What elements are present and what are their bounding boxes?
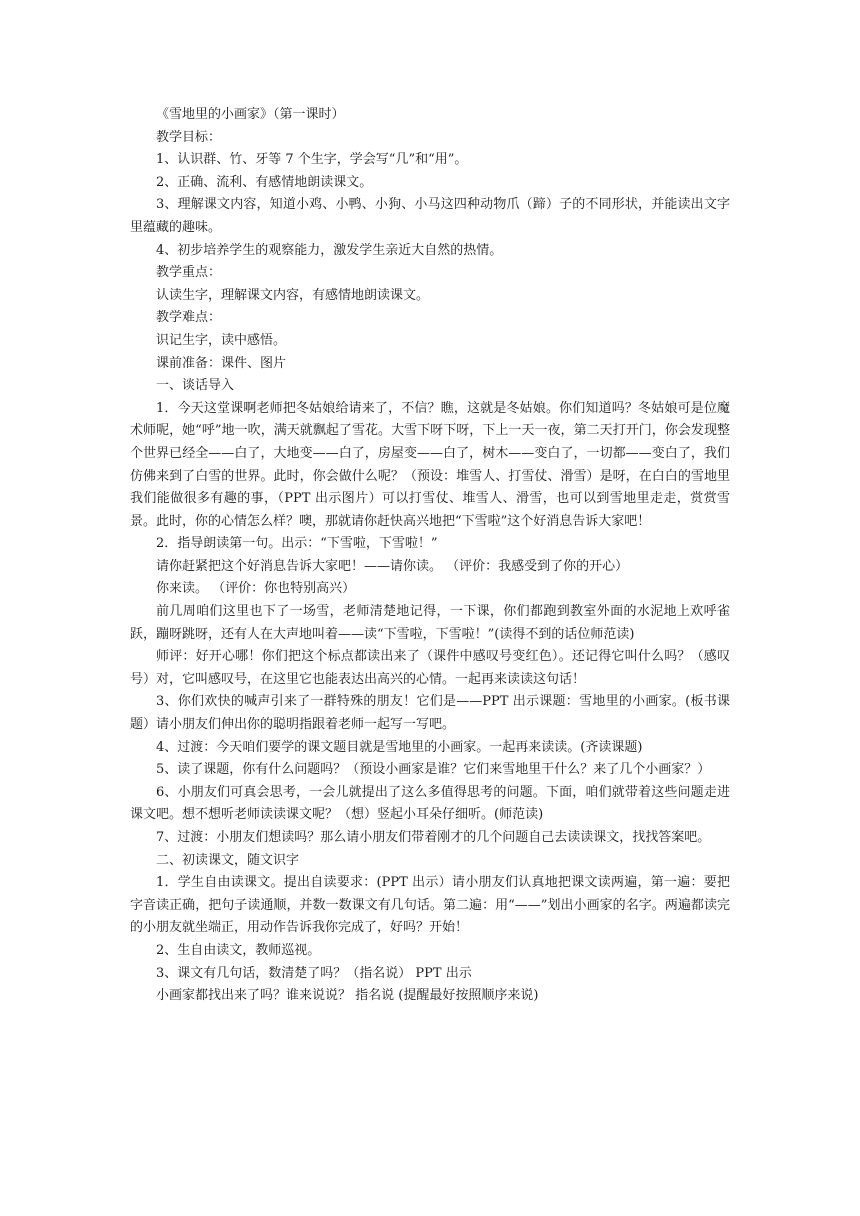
paragraph: 6、小朋友们可真会思考，一会儿就提出了这么多值得思考的问题。下面，咱们就带着这些问题走进课文吧。想不想听老师读读课文呢？（想）竖起小耳朵仔细听。(师范读)	[130, 784, 730, 823]
paragraph: 2．指导朗读第一句。出示：“下雪啦，下雪啦！”	[156, 536, 438, 552]
paragraph: 课前准备：课件、图片	[156, 355, 287, 371]
paragraph: 3、理解课文内容，知道小鸡、小鸭、小狗、小马这四种动物爪（蹄）子的不同形状，并能读出文字里蕴藏的趣味。	[130, 197, 730, 235]
paragraph: 师评：好开心哪！你们把这个标点都读出来了（课件中感叹号变红色）。还记得它叫什么吗？（感叹号）对，它叫感叹号，在这里它也能表达出高兴的心情。一起再来读读这句话！	[130, 649, 730, 687]
paragraph: 7、过渡：小朋友们想读吗？那么请小朋友们带着刚才的几个问题自己去读读课文，找找答案吧。	[156, 830, 711, 845]
paragraph: 3、你们欢快的喊声引来了一群特殊的朋友！它们是——PPT 出示课题：雪地里的小画家。(板书课题）请小朋友们伸出你的聪明指跟着老师一起写一写吧。	[130, 694, 730, 733]
paragraph: 一、谈话导入	[156, 378, 235, 394]
paragraph: 4、初步培养学生的观察能力，激发学生亲近大自然的热情。	[156, 242, 503, 258]
paragraph: 教学难点：	[156, 310, 222, 326]
paragraph: 2、生自由读文，教师巡视。	[156, 942, 321, 958]
paragraph: 教学目标：	[156, 129, 222, 145]
document-page	[130, 104, 730, 1008]
paragraph: 1．今天这堂课啊老师把冬姑娘给请来了，不信？瞧，这就是冬姑娘。你们知道吗？冬姑娘可是位魔术师呢，她“呼”地一吹，满天就飘起了雪花。大雪下呀下呀，下上一天一夜，第二天打开门，你会发现整个世界已经全——白了，大地变——白了，房屋变——白了，树木——变白了，一切都——变白了，我们仿佛来到了白雪的世界。此时，你会做什么呢？（预设：堆雪人、打雪仗、滑雪）是呀，在白白的雪地里我们能做很多有趣的事，（PPT 出示图片）可以打雪仗、堆雪人、滑雪，也可以到雪地里走走，赏赏雪景。此时，你的心情怎么样？噢，那就请你赶快高兴地把“下雪啦”这个好消息告诉大家吧！	[130, 400, 730, 529]
paragraph: 1、认识群、竹、牙等 7 个生字，学会写“几”和“用”。	[156, 152, 468, 168]
paragraph: 3、课文有几句话，数清楚了吗？（指名说） PPT 出示	[156, 965, 472, 981]
paragraph: 2、正确、流利、有感情地朗读课文。	[156, 174, 373, 190]
paragraph: 教学重点：	[156, 265, 222, 281]
paragraph: 4、过渡：今天咱们要学的课文题目就是雪地里的小画家。一起再来读读。(齐读课题)	[156, 739, 643, 755]
paragraph: 你来读。 （评价：你也特别高兴）	[156, 581, 356, 597]
paragraph: 前几周咱们这里也下了一场雪，老师清楚地记得，一下课，你们都跑到教室外面的水泥地上欢呼雀跃，蹦呀跳呀，还有人在大声地叫着——读“下雪啦，下雪啦！”(读得不到的话位师范读)	[130, 604, 730, 642]
paragraph: 1．学生自由读课文。提出自读要求：(PPT 出示）请小朋友们认真地把课文读两遍，第一遍：要把字音读正确，把句子读通顺，并数一数课文有几句话。第二遍：用“——”划出小画家的名字。两遍都读完的小朋友就坐端正，用动作告诉我你完成了，好吗？开始！	[130, 875, 730, 936]
paragraph: 请你赶紧把这个好消息告诉大家吧！——请你读。 （评价：我感受到了你的开心）	[156, 558, 629, 574]
paragraph: 5、读了课题，你有什么问题吗？（预设小画家是谁？它们来雪地里干什么？来了几个小画家？）	[156, 762, 711, 778]
paragraph: 小画家都找出来了吗？谁来说说？ 指名说 (提醒最好按照顺序来说)	[156, 988, 539, 1004]
paragraph: 二、初读课文，随文识字	[156, 852, 300, 868]
paragraph: 《雪地里的小画家》（第一课时）	[156, 107, 345, 122]
paragraph: 认读生字，理解课文内容，有感情地朗读课文。	[156, 287, 430, 303]
paragraph: 识记生字，读中感悟。	[156, 332, 287, 348]
